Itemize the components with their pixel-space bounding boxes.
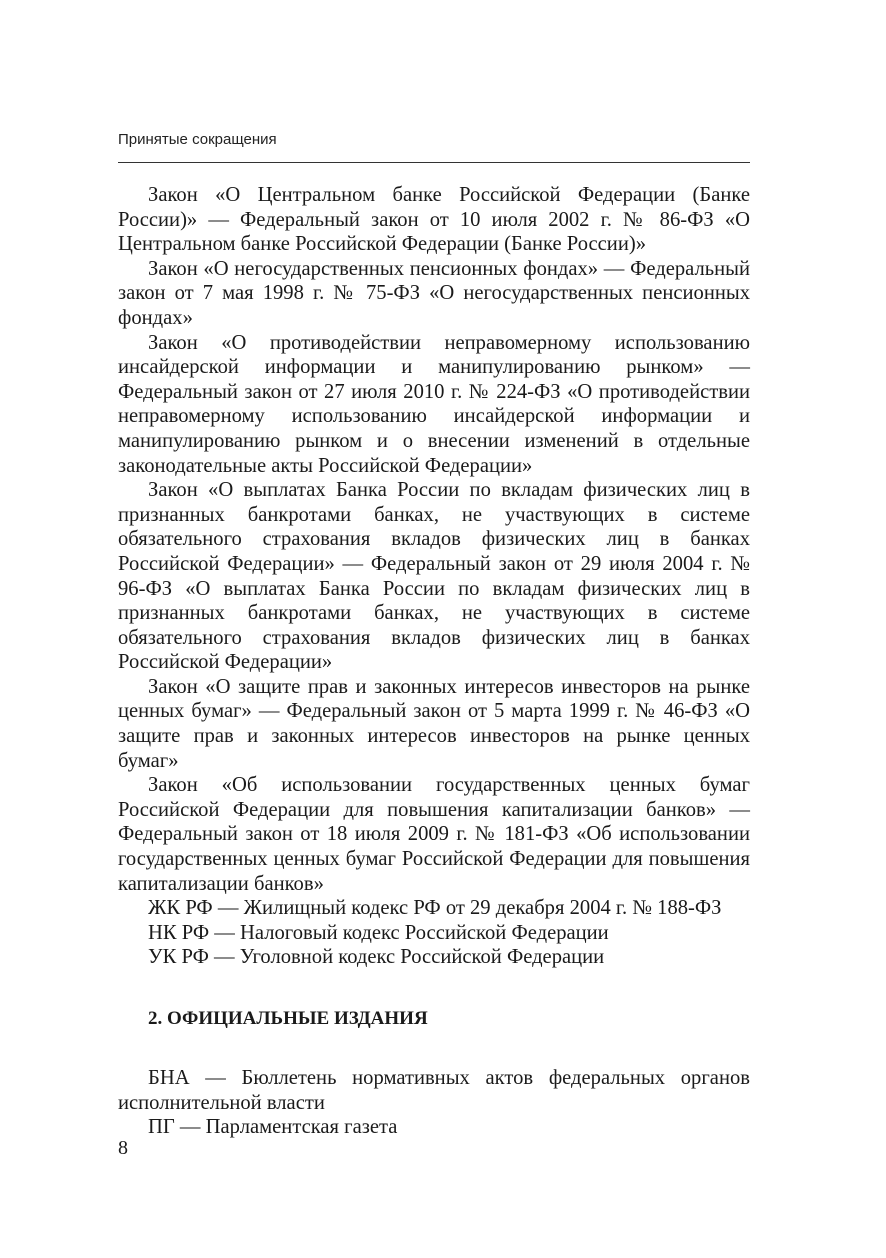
abbreviation-entry: Закон «О негосударственных пенсионных фондах» — Федеральный закон от 7 мая 1998 г. № 75-ФЗ «О негосударственных пенсионных фондах» xyxy=(118,257,750,329)
abbreviation-entry: Закон «О выплатах Банка России по вкладам физических лиц в признанных банкротами банках, не участвующих в системе обязательного страхования вкладов физических лиц в банках Российской Федерации» — Федеральный закон от 29 июля 2004 г. № 96-ФЗ «О выплатах Банка России по вкладам физических лиц в признанных банкротами банках, не участвующих в системе обязательного страхования вкладов физических лиц в банках Российской Федерации» xyxy=(118,479,750,674)
page-number: 8 xyxy=(118,1137,128,1159)
abbreviation-entry: Закон «Об использовании государственных ценных бумаг Российской Федерации для повышения капитализации банков» — Федеральный закон от 18 июля 2009 г. № 181-ФЗ «Об использовании государственных ценных бумаг Российской Федерации для повышения капитализации банков» xyxy=(118,774,750,895)
abbreviation-entry: Закон «О защите прав и законных интересов инвесторов на рынке ценных бумаг» — Федеральный закон от 5 марта 1999 г. № 46-ФЗ «О защите прав и законных интересов инвесторов на рынке ценных бумаг» xyxy=(118,675,750,772)
publication-entry: ПГ — Парламентская газета xyxy=(148,1116,398,1139)
running-title: Принятые сокращения xyxy=(118,131,277,148)
publication-entry: БНА — Бюллетень нормативных актов федеральных органов исполнительной власти xyxy=(118,1067,750,1114)
abbreviation-entry: УК РФ — Уголовной кодекс Российской Федерации xyxy=(148,946,605,969)
abbreviation-entry: НК РФ — Налоговый кодекс Российской Федерации xyxy=(148,921,609,944)
abbreviation-entry: Закон «О противодействии неправомерному использованию инсайдерской информации и манипулированию рынком» — Федеральный закон от 27 июля 2010 г. № 224-ФЗ «О противодействии неправомерному использованию инсайдерской информации и манипулированию рынком и о внесении изменений в отдельные законодательные акты Российской Федерации» xyxy=(118,331,750,477)
abbreviation-entry: ЖК РФ — Жилищный кодекс РФ от 29 декабря 2004 г. № 188-ФЗ xyxy=(148,897,722,920)
abbreviation-entry: Закон «О Центральном банке Российской Федерации (Банке России)» — Федеральный закон от 10 июля 2002 г. № 86-ФЗ «О Центральном банке Российской Федерации (Банке России)» xyxy=(118,184,750,256)
section-heading: 2. ОФИЦИАЛЬНЫЕ ИЗДАНИЯ xyxy=(148,1008,428,1029)
header-rule xyxy=(118,162,750,163)
page-body xyxy=(118,183,750,1140)
